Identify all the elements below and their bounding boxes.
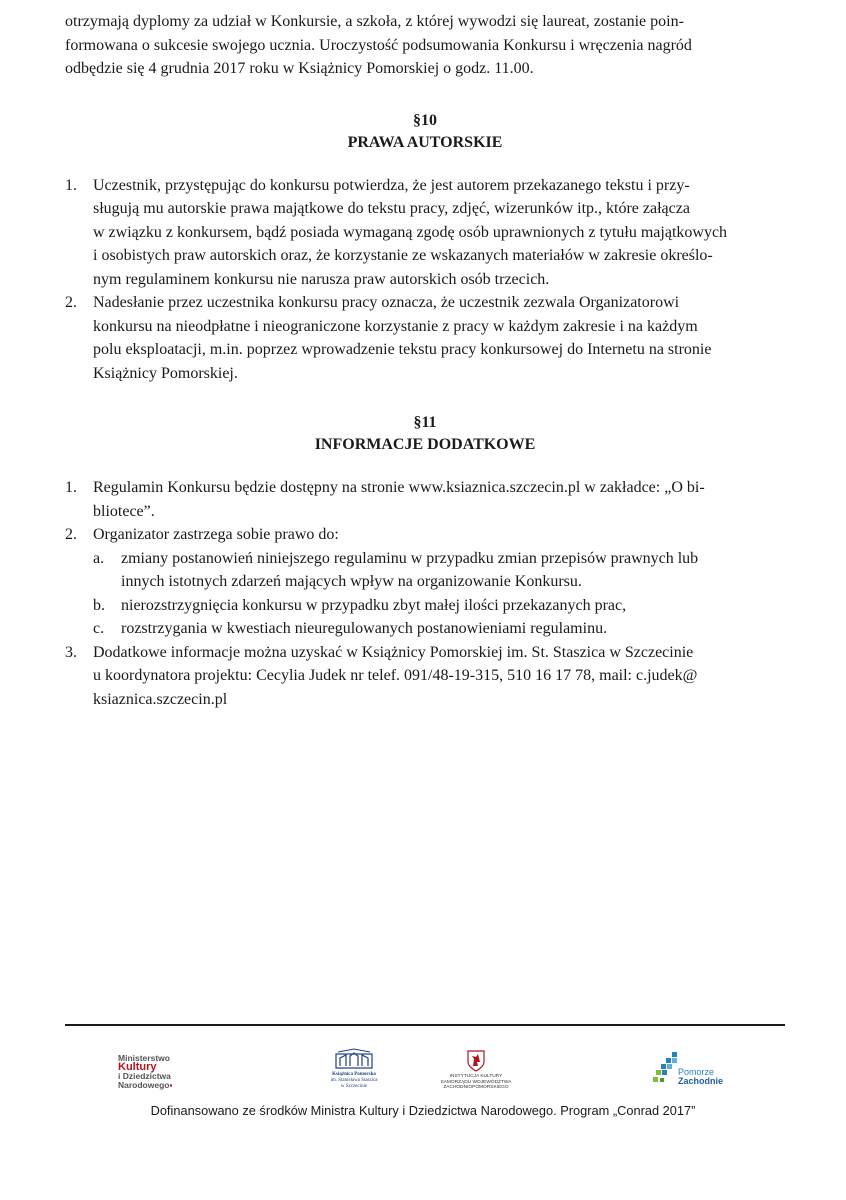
logo-text: w Szczecinie bbox=[340, 1084, 368, 1089]
ministerstwo-logo bbox=[118, 1054, 173, 1090]
list-number: 3. bbox=[65, 643, 77, 661]
text-line: sługują mu autorskie prawa majątkowe do tekstu pracy, zdjęć, wizerunków itp., które załącza bbox=[93, 200, 690, 217]
red-dot-icon: ▪ bbox=[169, 1080, 173, 1090]
sub-list-letter: c. bbox=[93, 620, 105, 637]
text-line: Regulamin Konkursu będzie dostępny na stronie www.ksiaznica.szczecin.pl w zakładce: „O bi- bbox=[93, 479, 705, 496]
list-item bbox=[65, 291, 785, 385]
text-line: otrzymają dyplomy za udział w Konkursie, a szkoła, z której wywodzi się laureat, zostanie poin- bbox=[65, 13, 684, 30]
section-number: §10 bbox=[413, 111, 437, 129]
logo-text: i Dziedzictwa bbox=[118, 1071, 171, 1081]
ksiaznica-pomorska-logo bbox=[322, 1048, 386, 1090]
section-10-heading bbox=[65, 110, 785, 154]
griffin-shield-icon bbox=[467, 1050, 485, 1072]
footer-logos bbox=[0, 1046, 846, 1102]
sub-list bbox=[93, 547, 785, 641]
text-line: konkursu na nieodpłatne i nieograniczone korzystanie z pracy w każdym zakresie i na każdym bbox=[93, 317, 698, 335]
text-line: Uczestnik, przystępując do konkursu potwierdza, że jest autorem przekazanego tekstu i przy- bbox=[93, 176, 690, 194]
section-11-list bbox=[65, 476, 785, 711]
footer-divider bbox=[65, 1024, 785, 1026]
text-line: polu eksploatacji, m.in. poprzez wprowadzenie tekstu pracy konkursowej do Internetu na stronie bbox=[93, 341, 712, 358]
text-line: Książnicy Pomorskiej. bbox=[93, 364, 238, 382]
instytucja-kultury-logo bbox=[436, 1050, 516, 1091]
ksiaznica-emblem-icon bbox=[334, 1048, 374, 1070]
text-line: Dodatkowe informacje można uzyskać w Książnicy Pomorskiej im. St. Staszica w Szczecinie bbox=[93, 643, 694, 661]
section-11-heading bbox=[65, 412, 785, 456]
sub-list-letter: a. bbox=[93, 549, 105, 567]
text-line: u koordynatora projektu: Cecylia Judek nr telef. 091/48-19-315, 510 16 17 78, mail: c.judek@ bbox=[93, 667, 698, 684]
text-line: nierozstrzygnięcia konkursu w przypadku zbyt małej ilości przekazanych prac, bbox=[121, 596, 627, 614]
logo-text: im. Stanisława Staszica bbox=[330, 1078, 378, 1083]
list-number: 1. bbox=[65, 176, 77, 194]
section-title: PRAWA AUTORSKIE bbox=[347, 133, 503, 151]
text-line: nym regulaminem konkursu nie narusza praw autorskich osób trzecich. bbox=[93, 270, 550, 288]
list-item bbox=[65, 174, 785, 292]
sub-list-item bbox=[93, 617, 785, 641]
sub-list-item bbox=[93, 594, 785, 618]
list-number: 2. bbox=[65, 526, 77, 543]
logo-text: Ministerstwo bbox=[118, 1053, 170, 1063]
text-line: ksiaznica.szczecin.pl bbox=[93, 690, 228, 708]
text-line: Nadesłanie przez uczestnika konkursu pracy oznacza, że uczestnik zezwala Organizatorowi bbox=[93, 294, 680, 311]
logo-text: Pomorze bbox=[678, 1067, 715, 1077]
text-line: w związku z konkursem, bądź posiada wymaganą zgodę osób uprawnionych z tytułu majątkowych bbox=[93, 223, 728, 241]
text-line: i osobistych praw autorskich oraz, że korzystanie ze wskazanych materiałów w zakresie określo- bbox=[93, 247, 713, 264]
sub-list-letter: b. bbox=[93, 596, 105, 614]
list-item bbox=[65, 641, 785, 712]
section-10-list bbox=[65, 174, 785, 386]
text-line: formowana o sukcesie swojego ucznia. Uroczystość podsumowania Konkursu i wręczenia nagród bbox=[65, 36, 692, 54]
section-title: INFORMACJE DODATKOWE bbox=[314, 436, 536, 453]
text-line: odbędzie się 4 grudnia 2017 roku w Książnicy Pomorskiej o godz. 11.00. bbox=[65, 60, 534, 77]
text-line: Organizator zastrzega sobie prawo do: bbox=[93, 526, 339, 543]
logo-text: SAMORZĄDU WOJEWÓDZTWA bbox=[440, 1079, 512, 1085]
pomorze-zachodnie-logo bbox=[652, 1050, 722, 1096]
logo-text bbox=[678, 1068, 723, 1086]
text-line: bliotece”. bbox=[93, 502, 155, 520]
list-item bbox=[65, 476, 785, 523]
logo-text: Książnica Pomorska bbox=[332, 1072, 376, 1077]
document-page bbox=[65, 10, 785, 711]
list-number: 1. bbox=[65, 479, 77, 496]
text-line: zmiany postanowień niniejszego regulaminu w przypadku zmian przepisów prawnych lub bbox=[121, 549, 699, 567]
funding-note: Dofinansowano ze środków Ministra Kultury i Dziedzictwa Narodowego. Program „Conrad 2017” bbox=[150, 1103, 696, 1118]
intro-paragraph bbox=[65, 10, 785, 81]
list-item bbox=[65, 523, 785, 641]
sub-list-item bbox=[93, 547, 785, 594]
logo-text: Zachodnie bbox=[678, 1076, 724, 1086]
section-number: §11 bbox=[413, 414, 437, 431]
logo-text: INSTYTUCJA KULTURY bbox=[449, 1074, 503, 1079]
text-line: innych istotnych zdarzeń mających wpływ na organizowanie Konkursu. bbox=[121, 573, 582, 590]
text-line: rozstrzygania w kwestiach nieuregulowanych postanowieniami regulaminu. bbox=[121, 620, 608, 637]
list-number: 2. bbox=[65, 294, 77, 311]
logo-text: ZACHODNIOPOMORSKIEGO bbox=[443, 1085, 509, 1090]
logo-text: Kultury bbox=[118, 1061, 157, 1073]
logo-text: Narodowego bbox=[118, 1080, 170, 1090]
